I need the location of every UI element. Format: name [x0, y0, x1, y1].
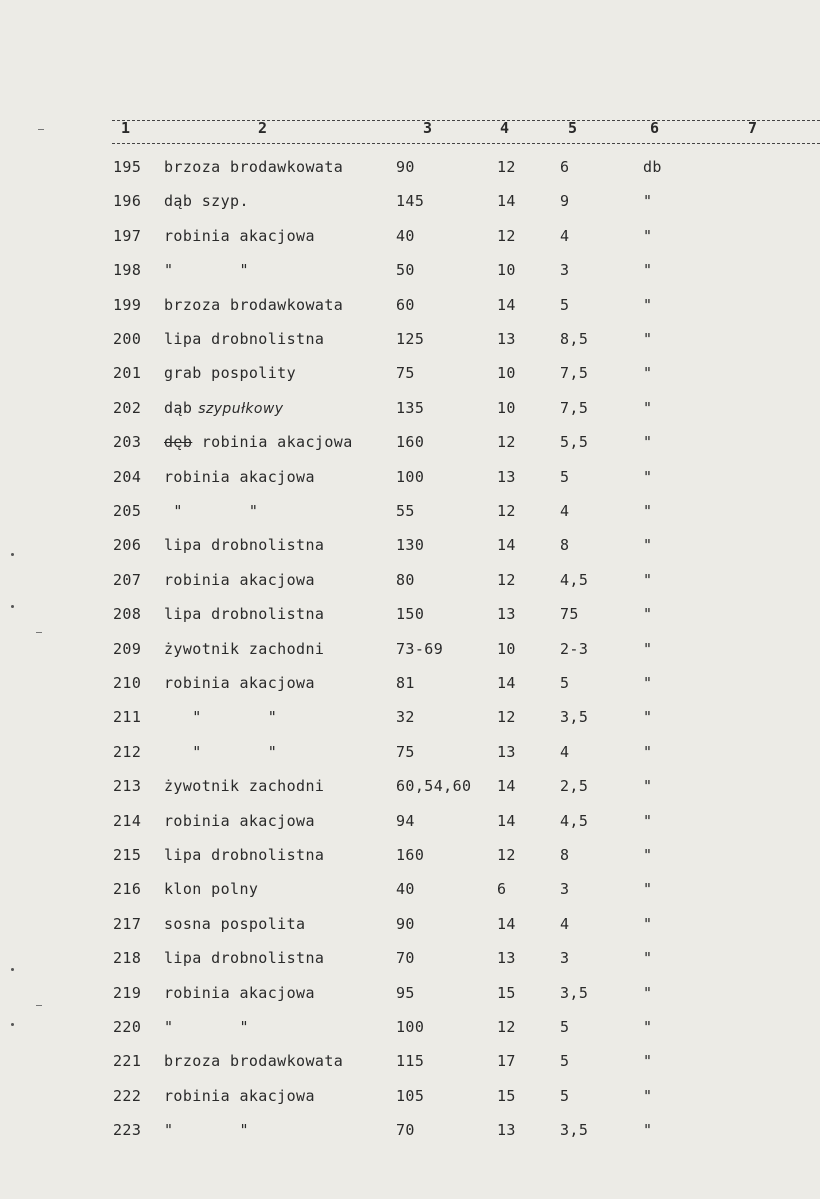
table-row [0, 1087, 820, 1111]
species-name-text: robinia akacjowa [164, 227, 315, 245]
col5-value: 3 [560, 261, 570, 279]
species-name [164, 1052, 343, 1070]
col5-value: 5,5 [560, 433, 589, 451]
col4-value: 13 [497, 949, 516, 967]
table-row [0, 399, 820, 423]
col5-value: 3,5 [560, 984, 589, 1002]
row-number: 197 [113, 227, 142, 245]
col5-value: 6 [560, 158, 570, 176]
col3-value: 150 [396, 605, 425, 623]
col6-value: " [643, 1052, 653, 1070]
col5-value: 5 [560, 674, 570, 692]
col4-value: 12 [497, 227, 516, 245]
row-number: 207 [113, 571, 142, 589]
col4-value: 10 [497, 640, 516, 658]
table-row [0, 812, 820, 836]
col6-value: " [643, 433, 653, 451]
struck-text: dęb [164, 433, 193, 451]
row-number: 202 [113, 399, 142, 417]
margin-mark [36, 632, 42, 633]
species-name-text: brzoza brodawkowata [164, 1052, 344, 1070]
col4-value: 14 [497, 777, 516, 795]
species-name [164, 364, 296, 382]
species-name [164, 880, 258, 898]
species-name [164, 674, 315, 692]
table-row [0, 949, 820, 973]
species-name [164, 915, 305, 933]
col4-value: 12 [497, 708, 516, 726]
species-name-text: " " [164, 261, 249, 279]
species-name-text: robinia akacjowa [164, 674, 315, 692]
species-name [164, 743, 277, 761]
row-number: 204 [113, 468, 142, 486]
col4-value: 14 [497, 192, 516, 210]
col4-value: 15 [497, 984, 516, 1002]
margin-mark [38, 129, 44, 130]
row-number: 218 [113, 949, 142, 967]
col6-value: " [643, 536, 653, 554]
col6-value: " [643, 708, 653, 726]
species-name [164, 949, 324, 967]
row-number: 203 [113, 433, 142, 451]
col5-value: 4,5 [560, 571, 589, 589]
table-row [0, 364, 820, 388]
col5-value: 4 [560, 743, 570, 761]
header-col-1: 1 [121, 119, 131, 137]
col6-value: " [643, 1018, 653, 1036]
row-number: 214 [113, 812, 142, 830]
table-row [0, 1052, 820, 1076]
table-row [0, 708, 820, 732]
species-name [164, 640, 324, 658]
row-number: 212 [113, 743, 142, 761]
row-number: 215 [113, 846, 142, 864]
table-row [0, 468, 820, 492]
col6-value: " [643, 846, 653, 864]
header-col-3: 3 [423, 119, 433, 137]
header-rule-top [112, 120, 820, 121]
col5-value: 4 [560, 227, 570, 245]
species-name [164, 812, 315, 830]
col5-value: 8 [560, 536, 570, 554]
col3-value: 105 [396, 1087, 425, 1105]
table-row [0, 261, 820, 285]
col3-value: 40 [396, 227, 415, 245]
table-row [0, 1018, 820, 1042]
species-name-text: lipa drobnolistna [164, 536, 325, 554]
col5-value: 5 [560, 1018, 570, 1036]
species-name-text: żywotnik zachodni [164, 777, 325, 795]
col3-value: 40 [396, 880, 415, 898]
table-row [0, 743, 820, 767]
row-number: 195 [113, 158, 142, 176]
col3-value: 90 [396, 158, 415, 176]
col3-value: 60,54,60 [396, 777, 472, 795]
col6-value: " [643, 949, 653, 967]
col5-value: 4 [560, 502, 570, 520]
species-name [164, 158, 343, 176]
table-row [0, 846, 820, 870]
species-name-text: robinia akacjowa [164, 1087, 315, 1105]
row-number: 221 [113, 1052, 142, 1070]
row-number: 201 [113, 364, 142, 382]
handwritten-note: szypułkowy [198, 401, 284, 417]
col4-value: 6 [497, 880, 507, 898]
species-name-text: robinia akacjowa [164, 812, 315, 830]
table-row [0, 674, 820, 698]
table-row [0, 158, 820, 182]
col4-value: 13 [497, 468, 516, 486]
col6-value: " [643, 261, 653, 279]
table-row [0, 880, 820, 904]
col3-value: 100 [396, 468, 425, 486]
col3-value: 55 [396, 502, 415, 520]
species-name-text: " " [164, 502, 259, 520]
col5-value: 2-3 [560, 640, 589, 658]
row-number: 219 [113, 984, 142, 1002]
col6-value: " [643, 502, 653, 520]
col6-value: " [643, 605, 653, 623]
col5-value: 3,5 [560, 1121, 589, 1139]
col3-value: 160 [396, 846, 425, 864]
species-name-text: robinia akacjowa [164, 571, 315, 589]
row-number: 220 [113, 1018, 142, 1036]
col5-value: 2,5 [560, 777, 589, 795]
header-col-5: 5 [568, 119, 578, 137]
col5-value: 5 [560, 468, 570, 486]
species-name-text: " " [164, 1018, 249, 1036]
row-number: 205 [113, 502, 142, 520]
species-name-text: lipa drobnolistna [164, 846, 325, 864]
col3-value: 100 [396, 1018, 425, 1036]
species-name-text: " " [164, 1121, 249, 1139]
col6-value: " [643, 330, 653, 348]
row-number: 210 [113, 674, 142, 692]
row-number: 199 [113, 296, 142, 314]
header-col-6: 6 [650, 119, 660, 137]
col4-value: 13 [497, 1121, 516, 1139]
table-row [0, 605, 820, 629]
col3-value: 95 [396, 984, 415, 1002]
species-name [164, 468, 315, 486]
col6-value: " [643, 296, 653, 314]
col3-value: 75 [396, 743, 415, 761]
species-name [164, 227, 315, 245]
row-number: 208 [113, 605, 142, 623]
col6-value: " [643, 364, 653, 382]
col6-value: " [643, 399, 653, 417]
col5-value: 7,5 [560, 364, 589, 382]
col3-value: 32 [396, 708, 415, 726]
col3-value: 80 [396, 571, 415, 589]
col3-value: 125 [396, 330, 425, 348]
species-name [164, 708, 277, 726]
row-number: 223 [113, 1121, 142, 1139]
species-name [164, 777, 324, 795]
col3-value: 145 [396, 192, 425, 210]
col4-value: 13 [497, 330, 516, 348]
species-name [164, 1018, 249, 1036]
col5-value: 3 [560, 949, 570, 967]
species-name [164, 330, 324, 348]
col5-value: 4,5 [560, 812, 589, 830]
col3-value: 135 [396, 399, 425, 417]
row-number: 222 [113, 1087, 142, 1105]
col3-value: 60 [396, 296, 415, 314]
col6-value: " [643, 571, 653, 589]
col5-value: 5 [560, 1052, 570, 1070]
table-row [0, 192, 820, 216]
species-name-text: lipa drobnolistna [164, 949, 325, 967]
col5-value: 8,5 [560, 330, 589, 348]
species-name-text: robinia akacjowa [164, 468, 315, 486]
col3-value: 130 [396, 536, 425, 554]
header-col-7: 7 [748, 119, 758, 137]
col3-value: 115 [396, 1052, 425, 1070]
col5-value: 5 [560, 1087, 570, 1105]
species-name-text: robinia akacjowa [164, 984, 315, 1002]
species-name-text: sosna pospolita [164, 915, 306, 933]
col3-value: 50 [396, 261, 415, 279]
species-name-text: dąb [164, 399, 193, 417]
species-name-text: " " [164, 743, 278, 761]
col3-value: 73-69 [396, 640, 444, 658]
col4-value: 14 [497, 296, 516, 314]
col6-value: " [643, 1121, 653, 1139]
col6-value: " [643, 915, 653, 933]
table-row [0, 915, 820, 939]
col4-value: 12 [497, 571, 516, 589]
row-number: 216 [113, 880, 142, 898]
species-name-text: grab pospolity [164, 364, 297, 382]
species-name [164, 846, 324, 864]
species-name [164, 571, 315, 589]
species-name [164, 399, 283, 417]
species-name [164, 192, 249, 210]
col4-value: 17 [497, 1052, 516, 1070]
species-name-text: żywotnik zachodni [164, 640, 325, 658]
species-name-text: brzoza brodawkowata [164, 296, 344, 314]
col5-value: 75 [560, 605, 579, 623]
col3-value: 160 [396, 433, 425, 451]
col5-value: 7,5 [560, 399, 589, 417]
table-row [0, 296, 820, 320]
col4-value: 12 [497, 502, 516, 520]
col3-value: 70 [396, 1121, 415, 1139]
species-name-text: " " [164, 708, 278, 726]
header-col-4: 4 [500, 119, 510, 137]
col4-value: 12 [497, 158, 516, 176]
col5-value: 8 [560, 846, 570, 864]
species-name-text: lipa drobnolistna [164, 605, 325, 623]
row-number: 198 [113, 261, 142, 279]
species-name [164, 605, 324, 623]
col6-value: " [643, 192, 653, 210]
table-row [0, 640, 820, 664]
col4-value: 10 [497, 364, 516, 382]
species-name [164, 1121, 249, 1139]
species-name [164, 984, 315, 1002]
row-number: 213 [113, 777, 142, 795]
species-name-text: lipa drobnolistna [164, 330, 325, 348]
col4-value: 12 [497, 846, 516, 864]
table-row [0, 227, 820, 251]
table-row [0, 330, 820, 354]
col3-value: 75 [396, 364, 415, 382]
col6-value: " [643, 468, 653, 486]
species-name-text: klon polny [164, 880, 259, 898]
header-col-2: 2 [258, 119, 268, 137]
col5-value: 4 [560, 915, 570, 933]
col4-value: 12 [497, 433, 516, 451]
species-name [164, 502, 258, 520]
species-name [164, 433, 353, 451]
col4-value: 13 [497, 743, 516, 761]
species-name-text: dąb szyp. [164, 192, 249, 210]
table-row [0, 1121, 820, 1145]
col4-value: 14 [497, 674, 516, 692]
species-name-text: brzoza brodawkowata [164, 158, 344, 176]
col3-value: 90 [396, 915, 415, 933]
col3-value: 70 [396, 949, 415, 967]
table-row [0, 777, 820, 801]
species-name [164, 261, 249, 279]
col6-value: " [643, 640, 653, 658]
col4-value: 14 [497, 536, 516, 554]
row-number: 209 [113, 640, 142, 658]
row-number: 217 [113, 915, 142, 933]
table-row [0, 536, 820, 560]
col4-value: 13 [497, 605, 516, 623]
species-name [164, 1087, 315, 1105]
col6-value: " [643, 812, 653, 830]
col6-value: " [643, 743, 653, 761]
row-number: 206 [113, 536, 142, 554]
table-row [0, 984, 820, 1008]
species-name [164, 536, 324, 554]
col5-value: 5 [560, 296, 570, 314]
col4-value: 14 [497, 812, 516, 830]
col4-value: 10 [497, 261, 516, 279]
col4-value: 10 [497, 399, 516, 417]
col5-value: 9 [560, 192, 570, 210]
table-row [0, 433, 820, 457]
col6-value: " [643, 880, 653, 898]
col6-value: " [643, 674, 653, 692]
col6-value: db [643, 158, 662, 176]
species-name [164, 296, 343, 314]
col5-value: 3,5 [560, 708, 589, 726]
table-row [0, 502, 820, 526]
row-number: 196 [113, 192, 142, 210]
col6-value: " [643, 227, 653, 245]
col6-value: " [643, 777, 653, 795]
row-number: 211 [113, 708, 142, 726]
col6-value: " [643, 984, 653, 1002]
col3-value: 81 [396, 674, 415, 692]
col5-value: 3 [560, 880, 570, 898]
col6-value: " [643, 1087, 653, 1105]
table-row [0, 571, 820, 595]
col4-value: 14 [497, 915, 516, 933]
col4-value: 12 [497, 1018, 516, 1036]
col4-value: 15 [497, 1087, 516, 1105]
header-rule-bottom [112, 143, 820, 144]
row-number: 200 [113, 330, 142, 348]
col3-value: 94 [396, 812, 415, 830]
species-name-text: robinia akacjowa [201, 433, 353, 451]
